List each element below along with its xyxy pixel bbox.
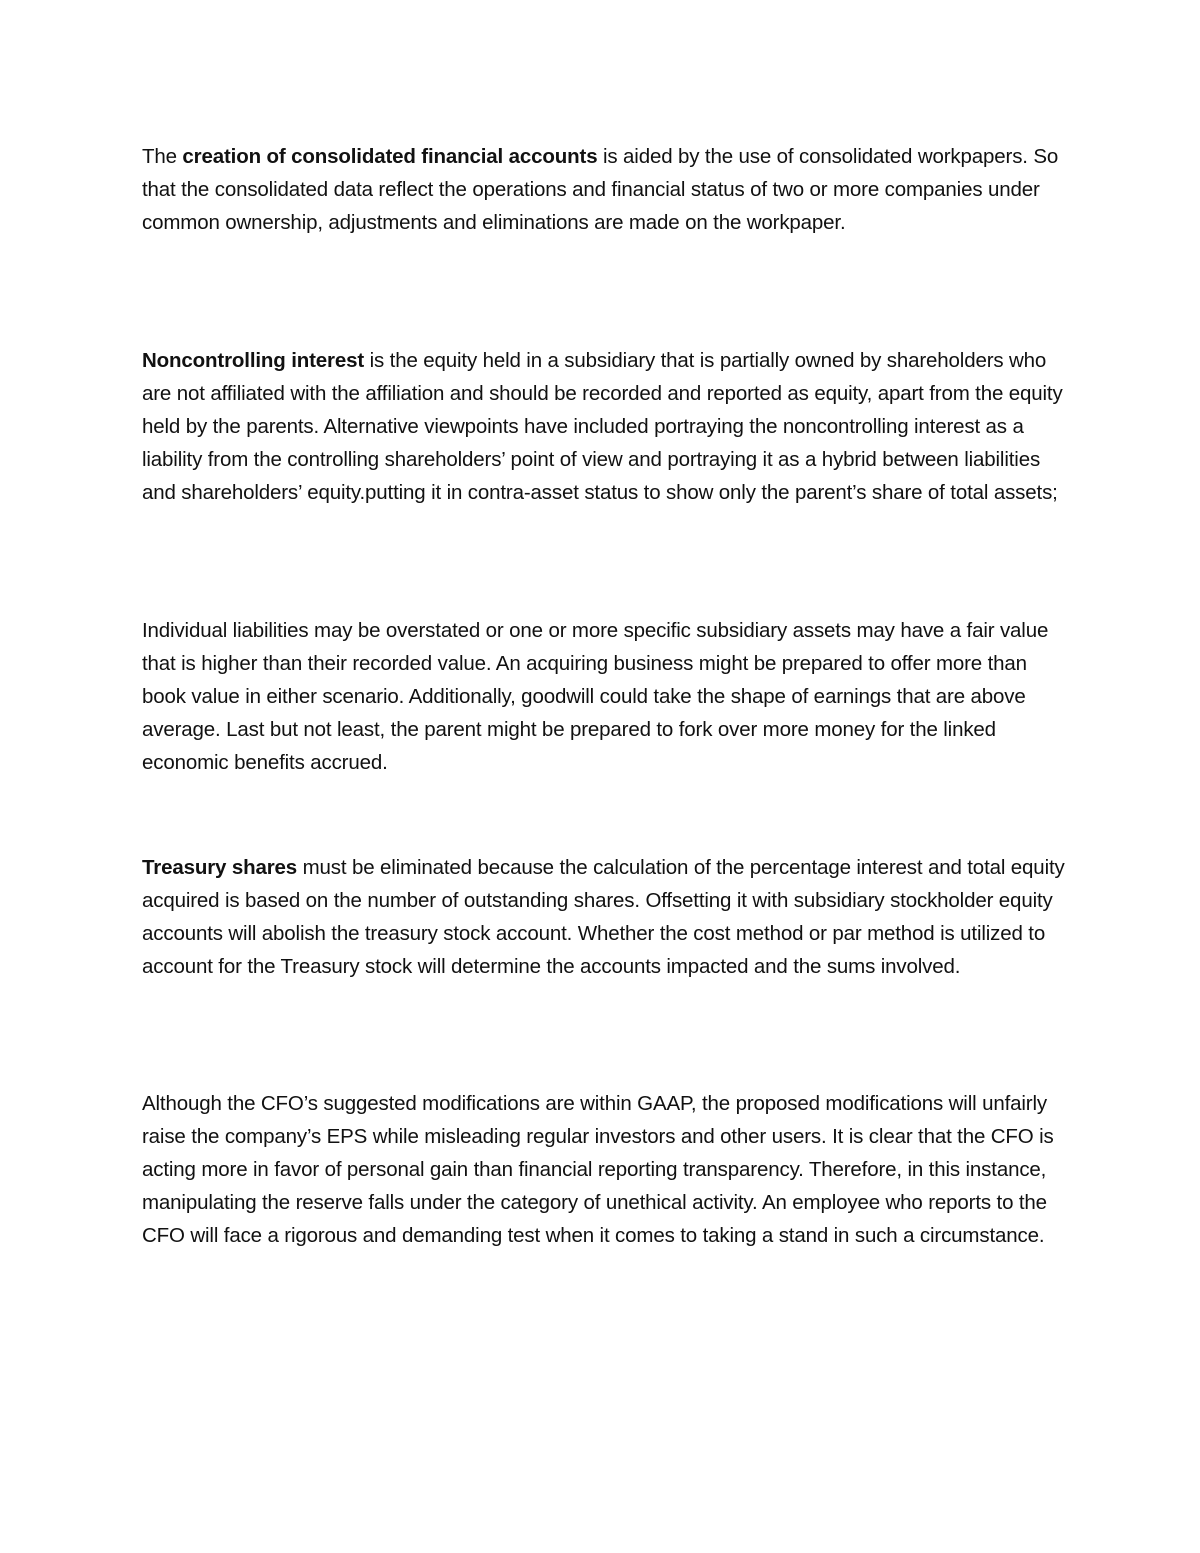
paragraph-body-text: is aided by the use of consolidated workpapers. So that the consolidated data reflect the operations and financial status of two or more companies under common ownership, adjustments and eliminations are made on the workpaper. [142, 145, 1059, 234]
paragraph-lead-text: The [142, 145, 183, 168]
paragraph-body-text: Individual liabilities may be overstated or one or more specific subsidiary assets may have a fair value that is higher than their recorded value. An acquiring business might be prepared to offer more than book value in either scenario. Additionally, goodwill could take the shape of earnings that are above average. Last but not least, the parent might be prepared to fork over more money for the linked economic benefits accrued. [142, 619, 1049, 774]
bold-term-noncontrolling-interest: Noncontrolling interest [142, 349, 365, 372]
paragraph-body-text: must be eliminated because the calculation of the percentage interest and total equity acquired is based on the number of outstanding shares. Offsetting it with subsidiary stockholder equity accounts will abolish the treasury stock account. Whether the cost method or par method is utilized to account for the Treasury stock will determine the accounts impacted and the sums involved. [142, 856, 1065, 978]
paragraph-body-text: Although the CFO’s suggested modifications are within GAAP, the proposed modifications will unfairly raise the company’s EPS while misleading regular investors and other users. It is clear that the CFO is acting more in favor of personal gain than financial reporting transparency. Therefore, in this instance, manipulating the reserve falls under the category of unethical activity. An employee who reports to the CFO will face a rigorous and demanding test when it comes to taking a stand in such a circumstance. [142, 1092, 1054, 1247]
paragraph-consolidated-workpapers [142, 140, 1067, 239]
paragraph-goodwill [142, 614, 1067, 779]
bold-term-treasury-shares: Treasury shares [142, 856, 298, 879]
paragraph-treasury-shares [142, 851, 1067, 983]
paragraph-cfo-ethics [142, 1087, 1067, 1252]
paragraph-body-text: is the equity held in a subsidiary that is partially owned by shareholders who are not affiliated with the affiliation and should be recorded and reported as equity, apart from the equity held by the parents. Alternative viewpoints have included portraying the noncontrolling interest as a liability from the controlling shareholders’ point of view and portraying it as a hybrid between liabilities and shareholders’ equity.putting it in contra-asset status to show only the parent’s share of total assets; [142, 349, 1063, 504]
paragraph-noncontrolling-interest [142, 344, 1067, 509]
bold-term-consolidated-accounts: creation of consolidated financial accounts [182, 145, 598, 168]
